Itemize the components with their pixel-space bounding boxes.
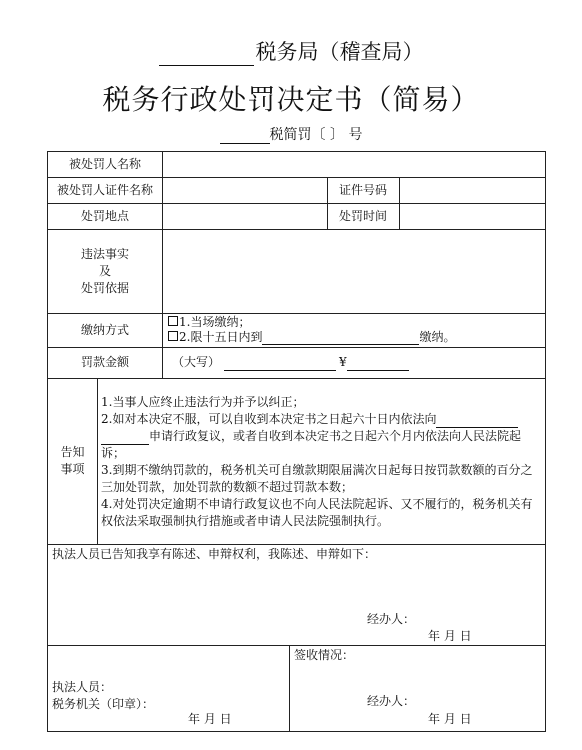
payment-options <box>168 315 455 345</box>
review-agency-blank[interactable] <box>436 415 518 428</box>
penalty-location-field[interactable] <box>163 204 327 229</box>
notice-item-2: 2.如对本决定不服，可以自收到本决定书之日起六十日内依法向 <box>101 411 541 428</box>
fine-uppercase-blank[interactable] <box>224 358 336 371</box>
row-divider <box>48 378 545 379</box>
facts-label <box>48 246 162 297</box>
statement-date: 年 月 日 <box>428 629 472 643</box>
penalty-location-label: 处罚地点 <box>80 209 129 223</box>
id-document-name-field[interactable] <box>163 178 327 203</box>
row-divider <box>48 347 545 348</box>
officer-label: 执法人员： <box>52 680 113 694</box>
fine-numeric-blank[interactable] <box>347 358 409 371</box>
payment-method-label: 缴纳方式 <box>80 323 129 337</box>
notice-label-line: 告知 <box>60 445 85 459</box>
notice-item-2-end: 诉； <box>101 446 126 460</box>
receipt-label: 签收情况： <box>294 648 355 662</box>
statement-field[interactable] <box>52 564 542 616</box>
notice-label <box>48 444 97 478</box>
penalty-time-label: 处罚时间 <box>338 209 387 223</box>
id-number-label: 证件号码 <box>338 183 387 197</box>
document-number-blank <box>220 129 270 144</box>
notice-item-2-cont: 申请行政复议，或者自收到本决定书之日起六个月内依法向人民法院起 <box>101 428 541 445</box>
checkbox-icon[interactable] <box>168 331 178 341</box>
notice-item-4: 4.对处罚决定逾期不申请行政复议也不向人民法院起诉、又不履行的，税务机关有权依法采取强制执行措施或者申请人民法院强制执行。 <box>101 497 533 528</box>
payment-option-onsite[interactable]: 1.当场缴纳； <box>168 315 455 330</box>
payment-place-blank[interactable] <box>262 332 419 345</box>
bureau-title: 税务局（稽查局） <box>255 40 424 64</box>
receipt-date: 年 月 日 <box>428 712 472 726</box>
row-divider <box>48 313 545 314</box>
row-divider <box>48 544 545 545</box>
bureau-title-line <box>0 36 582 66</box>
receipt-handler-label: 经办人： <box>367 694 416 708</box>
fine-uppercase-label: （大写） <box>172 355 221 369</box>
document-title: 税务行政处罚决定书（简易） <box>102 83 480 116</box>
col-divider <box>97 378 98 544</box>
notice-item-3: 3.到期不缴纳罚款的，税务机关可自缴款期限届满次日起每日按罚款数额的百分之三加处罚款，加处罚款的数额不超过罚款本数； <box>101 463 533 494</box>
facts-label-line: 处罚依据 <box>80 281 129 295</box>
checkbox-icon[interactable] <box>168 316 178 326</box>
officer-date: 年 月 日 <box>188 712 232 726</box>
review-agency-blank-cont[interactable] <box>101 432 149 445</box>
notice-item-1: 1.当事人应终止违法行为并予以纠正； <box>101 395 305 409</box>
fine-amount-fields <box>172 354 409 371</box>
statement-text: 执法人员已告知我享有陈述、申辩权利，我陈述、申辩如下： <box>52 547 377 561</box>
bureau-name-blank <box>159 45 254 66</box>
notice-label-line: 事项 <box>60 462 85 476</box>
notice-items <box>101 394 541 530</box>
facts-field[interactable] <box>163 230 545 313</box>
facts-label-line: 违法事实 <box>80 247 129 261</box>
row-divider <box>48 645 545 646</box>
payment-option-deadline[interactable]: 2.限十五日内到 缴纳。 <box>168 330 455 345</box>
document-number: 税简罚〔 〕 号 <box>269 127 363 143</box>
document-number-line <box>0 124 582 144</box>
party-name-field[interactable] <box>163 152 545 177</box>
col-divider <box>289 645 290 731</box>
fine-yen-label: ¥ <box>339 355 347 369</box>
facts-label-line: 及 <box>98 264 111 278</box>
fine-amount-label: 罚款金额 <box>80 355 129 369</box>
penalty-form-table <box>47 151 546 732</box>
penalty-time-field[interactable] <box>400 204 545 229</box>
party-name-label: 被处罚人名称 <box>68 157 141 171</box>
agency-seal-label: 税务机关（印章）： <box>52 697 155 711</box>
handler-label: 经办人： <box>367 612 416 626</box>
id-document-name-label: 被处罚人证件名称 <box>56 183 153 197</box>
id-number-field[interactable] <box>400 178 545 203</box>
